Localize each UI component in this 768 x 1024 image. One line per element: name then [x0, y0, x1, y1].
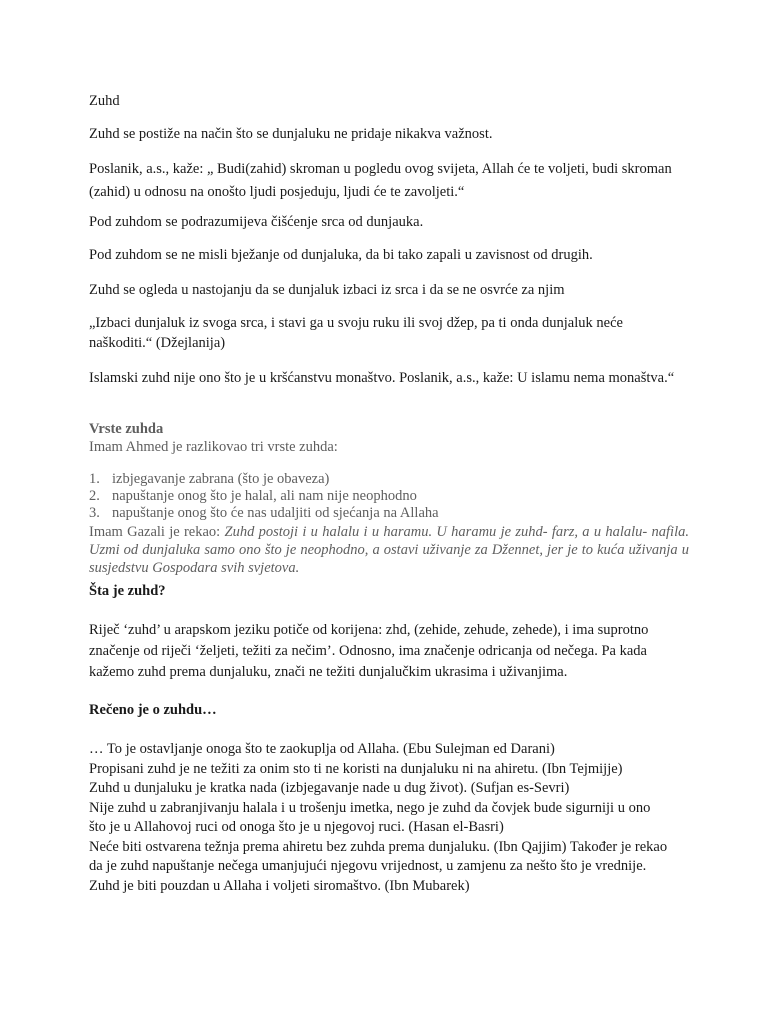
- document-title: Zuhd: [89, 93, 120, 109]
- section-title-sta: Šta je zuhd?: [89, 583, 166, 599]
- list-item: 2. napuštanje onog što je halal, ali nam nije neophodno: [89, 488, 417, 504]
- paragraph-3: Pod zuhdom se podrazumijeva čišćenje srca od dunjauka.: [89, 214, 424, 230]
- section-title-receno: Rečeno je o zuhdu…: [89, 702, 217, 718]
- vrste-list: [89, 471, 439, 522]
- quote-line: Neće biti ostvarena težnja prema ahiretu bez zuhda prema dunjaluku. (Ibn Qajjim) Također je rekao da je zuhd napuštanje nečega umanjujući njegovu vrijednost, u zamjenu za nešto što je vrednije.: [89, 838, 668, 874]
- paragraph-5: Zuhd se ogleda u nastojanju da se dunjaluk izbaci iz srca i da se ne osvrće za njim: [89, 282, 565, 298]
- paragraph-2: Poslanik, a.s., kaže: „ Budi(zahid) skroman u pogledu ovog svijeta, Allah će te voljeti, budi skroman (zahid) u odnosu na onošto ljudi posjeduju, ljudi će te zavoljeti.“: [89, 161, 672, 200]
- list-item: 3. napuštanje onog što će nas udaljiti od sjećanja na Allaha: [89, 505, 439, 521]
- sta-paragraph: Riječ ‘zuhd’ u arapskom jeziku potiče od korijena: zhd, (zehide, zehude, zehede), i ima suprotno značenje od riječi ‘željeti, težiti za nečim’. Odnosno, ima značenje odricanja od nečega. Pa kada kažemo zuhd prema dunjaluku, znači ne težiti dunjalučkim ukrasima i uživanjima.: [89, 622, 649, 680]
- gazali-quote-paragraph: Imam Gazali je rekao: Zuhd postoji i u halalu i u haramu. U haramu je zuhd- farz, a u halalu- nafila. Uzmi od dunjaluka samo ono što je neophodno, a ostavi uživanje za Džennet, jer je to kuća uživanja u susjedstvu Gospodara svih svjetova.: [89, 524, 689, 576]
- quote-line: Zuhd u dunjaluku je kratka nada (izbjegavanje nade u dug život). (Sufjan es-Sevri): [89, 780, 570, 796]
- quote-line: Propisani zuhd je ne težiti za onim sto ti ne koristi na dunjaluku ni na ahiretu. (Ibn Tejmijje): [89, 760, 623, 777]
- vrste-intro: Imam Ahmed je razlikovao tri vrste zuhda:: [89, 439, 338, 455]
- quote-line: Zuhd je biti pouzdan u Allaha i voljeti siromaštvo. (Ibn Mubarek): [89, 877, 470, 894]
- quote-line: Nije zuhd u zabranjivanju halala i u trošenju imetka, nego je zuhd da čovjek bude sigurniji u ono što je u Allahovoj ruci od onoga što je u njegovoj ruci. (Hasan el-Basri): [89, 799, 651, 835]
- paragraph-1: Zuhd se postiže na način što se dunjaluku ne pridaje nikakva važnost.: [89, 126, 493, 142]
- paragraph-4: Pod zuhdom se ne misli bježanje od dunjaluka, da bi tako zapali u zavisnost od drugih.: [89, 247, 593, 263]
- receno-quotes: [89, 740, 669, 896]
- paragraph-7: Islamski zuhd nije ono što je u kršćanstvu monaštvo. Poslanik, a.s., kaže: U islamu nema monaštva.“: [89, 370, 675, 386]
- list-item: 1. izbjegavanje zabrana (što je obaveza): [89, 471, 330, 487]
- section-title-vrste: Vrste zuhda: [89, 421, 164, 437]
- paragraph-6: „Izbaci dunjaluk iz svoga srca, i stavi ga u svoju ruku ili svoj džep, pa ti onda dunjaluk neće naškoditi.“ (Džejlanija): [89, 315, 623, 351]
- quote-line: … To je ostavljanje onoga što te zaokuplja od Allaha. (Ebu Sulejman ed Darani): [89, 741, 555, 757]
